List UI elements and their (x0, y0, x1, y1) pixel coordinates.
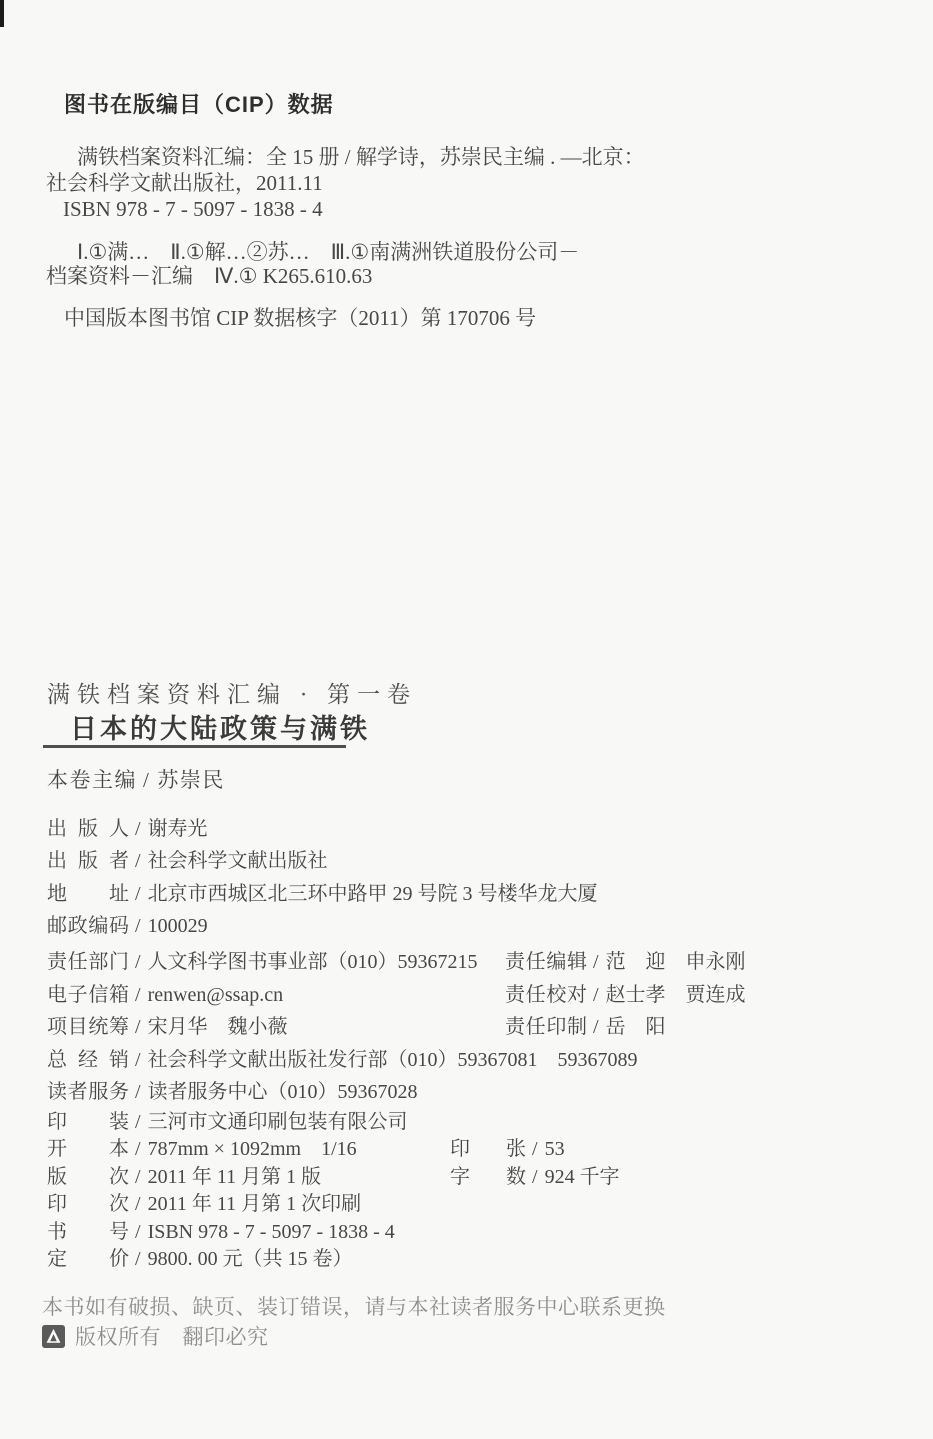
printing-row (47, 1219, 408, 1246)
slash-separator: / (135, 983, 141, 1006)
cip-classification-line: 档案资料－汇编 Ⅳ.① K265.610.63 (46, 264, 373, 288)
publication-label: 邮政编码 (47, 915, 129, 938)
slash-separator: / (135, 1220, 141, 1243)
slash-separator: / (135, 1016, 141, 1039)
printing-value: 2011 年 11 月第 1 版 (147, 1165, 322, 1188)
publication-row (47, 878, 598, 910)
series-title: 满铁档案资料汇编 · 第一卷 (47, 682, 418, 707)
responsibility-row (505, 946, 746, 979)
slash-separator: / (135, 1048, 141, 1071)
slash-separator: / (135, 1081, 141, 1104)
copyright-line (42, 1321, 269, 1351)
publication-row (47, 813, 598, 845)
slash-separator: / (135, 1165, 141, 1188)
cip-header: 图书在版编目（CIP）数据 (64, 92, 334, 117)
responsibility-label: 项目统筹 (47, 1016, 129, 1039)
slash-separator: / (532, 1138, 538, 1161)
publication-row (47, 910, 598, 942)
responsibility-label: 读者服务 (47, 1081, 129, 1104)
slash-separator: / (593, 983, 599, 1006)
printing-row (47, 1109, 408, 1136)
responsibility-value: 岳 阳 (605, 1016, 666, 1039)
printing-value: 9800. 00 元（共 15 卷） (147, 1248, 353, 1271)
copyright-text: 版权所有 翻印必究 (75, 1326, 269, 1349)
printing-block (47, 1109, 620, 1273)
slash-separator: / (135, 1248, 141, 1271)
publication-value: 100029 (147, 915, 208, 938)
printing-value: 2011 年 11 月第 1 次印刷 (147, 1193, 362, 1216)
publication-label: 地址 (47, 882, 129, 905)
publication-row (47, 845, 598, 877)
chief-editor-row (47, 764, 225, 794)
responsibility-row (505, 1011, 746, 1044)
chief-editor-name: 苏崇民 (157, 768, 225, 792)
printing-value: 787mm × 1092mm 1/16 (147, 1138, 357, 1161)
responsibility-label: 责任印制 (505, 1016, 587, 1039)
responsibility-value: 范 迎 申永刚 (605, 951, 746, 973)
printing-label: 印装 (47, 1111, 129, 1133)
responsibility-value: 读者服务中心（010）59367028 (147, 1081, 418, 1104)
printing-row (47, 1164, 620, 1191)
printing-label: 字数 (450, 1165, 526, 1188)
publication-value: 北京市西城区北三环中路甲 29 号院 3 号楼华龙大厦 (147, 882, 598, 905)
publisher-logo-icon (42, 1325, 65, 1348)
slash-separator: / (135, 1138, 141, 1161)
publication-value: 谢寿光 (147, 818, 208, 840)
slash-separator: / (135, 882, 141, 905)
responsibility-value: 赵士孝 贾连成 (605, 983, 746, 1006)
responsibility-label: 责任校对 (505, 983, 587, 1006)
chief-editor-label: 本卷主编 (47, 768, 137, 792)
slash-separator: / (135, 850, 141, 873)
responsibility-right-block (505, 946, 746, 1044)
slash-separator: / (135, 1111, 141, 1133)
printing-row (47, 1136, 565, 1163)
printing-row (47, 1246, 408, 1273)
responsibility-value: 社会科学文献出版社发行部（010）59367081 59367089 (147, 1048, 638, 1071)
damage-replacement-notice: 本书如有破损、缺页、装订错误，请与本社读者服务中心联系更换 (42, 1296, 666, 1319)
scan-edge-artifact (0, 0, 4, 27)
slash-separator: / (593, 951, 599, 973)
printing-label: 开本 (47, 1138, 129, 1161)
printing-value: 三河市文通印刷包装有限公司 (147, 1111, 408, 1133)
responsibility-label: 责任部门 (47, 951, 129, 973)
printing-label: 版次 (47, 1165, 129, 1188)
printing-value: ISBN 978 - 7 - 5097 - 1838 - 4 (147, 1220, 395, 1243)
responsibility-value: 人文科学图书事业部（010）59367215 (147, 951, 478, 973)
responsibility-value: 宋月华 魏小薇 (147, 1016, 288, 1039)
cip-isbn-line: ISBN 978 - 7 - 5097 - 1838 - 4 (63, 197, 323, 221)
printing-row (47, 1191, 408, 1218)
responsibility-row (47, 1076, 638, 1109)
printing-label: 定价 (47, 1248, 129, 1271)
slash-separator: / (135, 915, 141, 938)
responsibility-label: 总经销 (47, 1048, 129, 1071)
title-rule (43, 745, 346, 748)
publication-label: 出版人 (47, 818, 129, 840)
slash-separator: / (532, 1165, 538, 1188)
responsibility-label: 责任编辑 (505, 951, 587, 973)
printing-label: 书号 (47, 1220, 129, 1243)
cip-classification-line: Ⅰ.①满… Ⅱ.①解…②苏… Ⅲ.①南满洲铁道股份公司－ (77, 240, 580, 264)
responsibility-row (505, 979, 746, 1012)
slash-separator: / (593, 1016, 599, 1039)
slash-separator: / (135, 1193, 141, 1216)
slash-separator: / (135, 818, 141, 840)
cip-line: 社会科学文献出版社，2011.11 (46, 171, 323, 195)
publication-block (47, 813, 598, 943)
printing-label: 印次 (47, 1193, 129, 1216)
responsibility-value: renwen@ssap.cn (147, 983, 284, 1006)
cip-registry-line: 中国版本图书馆 CIP 数据核字（2011）第 170706 号 (64, 306, 537, 330)
slash-separator: / (143, 768, 151, 792)
slash-separator: / (135, 951, 141, 973)
responsibility-label: 电子信箱 (47, 983, 129, 1006)
volume-title: 日本的大陆政策与满铁 (70, 714, 370, 744)
publication-value: 社会科学文献出版社 (147, 850, 328, 873)
cip-data-block (46, 144, 646, 222)
printing-col2 (450, 1136, 565, 1163)
cip-classification-block (46, 240, 646, 288)
cip-line: 满铁档案资料汇编：全 15 册 / 解学诗，苏崇民主编 . —北京： (77, 145, 645, 169)
printing-label: 印张 (450, 1138, 526, 1161)
publication-label: 出版者 (47, 850, 129, 873)
printing-value: 924 千字 (544, 1165, 620, 1188)
responsibility-row (47, 1044, 638, 1077)
printing-col2 (450, 1164, 620, 1191)
printing-value: 53 (544, 1138, 565, 1161)
